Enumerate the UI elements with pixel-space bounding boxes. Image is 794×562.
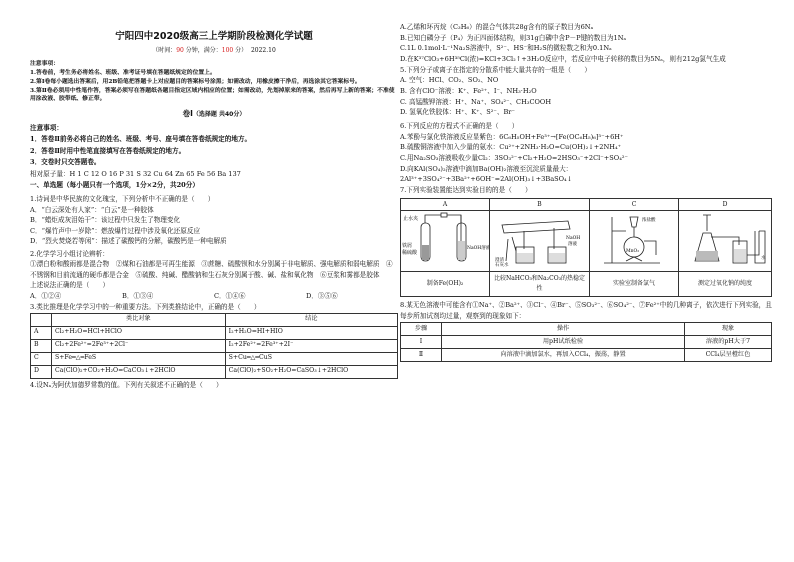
option: C. 高锰酸钾溶液：H⁺、Na⁺、SO₄²⁻、CH₃COOH: [400, 97, 552, 106]
apparatus-b-figure: [494, 211, 586, 267]
table-cell: Ca(ClO)₂+SO₂+H₂O=CaSO₃↓+2HClO: [225, 365, 397, 378]
table-header: 结论: [225, 313, 397, 326]
question-stem: 5.下列分子或离子在指定的分散系中能大量共存的一组是（ ）: [400, 65, 591, 74]
question-stem: 6.下列反应的方程式不正确的是（ ）: [400, 122, 519, 131]
option: B.已知白磷分子（P₄）为正四面体结构，则31g白磷中含P－P键的数目为1Nₐ: [400, 33, 627, 42]
table-cell: S+Cu═△═CuS: [225, 352, 397, 365]
notice2-block: [30, 123, 398, 192]
notice2-line: 3．交卷时只交答题卷。: [30, 158, 101, 167]
table-cell: D: [31, 365, 52, 378]
notice-heading: 注意事项：: [30, 61, 59, 68]
option: B．①③④: [122, 291, 154, 300]
question-7: [400, 185, 772, 297]
table-cell: Ca(ClO)₂+CO₂+H₂O=CaCO₃↓+2HClO: [52, 365, 226, 378]
table-cell: Cl₂+2Fe²⁺=2Fe³⁺+2Cl⁻: [52, 339, 226, 352]
option: D.向KAl(SO₄)₂溶液中滴加Ba(OH)₂溶液至沉淀质量最大：: [400, 164, 573, 173]
option: B．“蜡炬成灰泪始干”：该过程中只发生了物理变化: [30, 216, 181, 225]
table-header: A: [401, 198, 490, 211]
figure-label: NaOH: [565, 236, 580, 242]
table-cell: 用pH试纸检验: [442, 335, 685, 348]
figure-label: 铁屑: [402, 243, 413, 250]
figure-label: 止水夹: [403, 216, 419, 223]
question-stem: 2.化学学习小组讨论辨析：: [30, 249, 109, 258]
table-header-row: [401, 198, 772, 211]
option: D．“烈火焚烧若等闲”：描述了碳酸钙的分解，碳酸钙是一种电解质: [30, 237, 227, 246]
apparatus-d-figure: [679, 211, 771, 267]
section-heading: 卷Ⅰ（选择题 共40分）: [182, 108, 246, 118]
option: D.在K³⁷ClO₃+6H³⁵Cl(浓)=KCl+3Cl₂↑+3H₂O反应中，若反应中电子转移的数目为5Nₐ，则有212g氯气生成: [400, 55, 726, 64]
part-title: 一、单选题（每小题只有一个选项，1分×2分，共20分）: [30, 181, 199, 190]
option: A. 空气：HCl、CO₂、SO₂、NO: [400, 76, 499, 85]
option: D．③⑤⑥: [306, 291, 338, 300]
figure-label: MnO₂: [626, 249, 639, 255]
notice2-heading: 注意事项：: [30, 123, 63, 132]
question-2: [30, 249, 398, 302]
table-header-row: [31, 313, 398, 326]
table-row: [31, 339, 398, 352]
question-stem: 4.设Nₐ为阿伏加德罗常数的值。下列有关叙述不正确的是（ ）: [30, 380, 223, 389]
table-header: [31, 313, 52, 326]
table-header: 现象: [685, 322, 772, 335]
table-cell: Cl₂+H₂O=HCl+HClO: [52, 326, 226, 339]
caption: 实验室制备氯气: [590, 272, 679, 297]
option: C.用Na₂SO₃溶液吸收少量Cl₂：3SO₃²⁻+Cl₂+H₂O=2HSO₃⁻+2Cl⁻+SO₄²⁻: [400, 154, 628, 163]
table-header: 操作: [442, 322, 685, 335]
apparatus-d: [679, 211, 772, 272]
exam-subtitle: （时间：90 分钟，满分：100 分） 2022.10: [152, 46, 276, 54]
question-stem: 7.下列实验装置能达到实验目的的是（ ）: [400, 186, 532, 195]
table-header: D: [679, 198, 772, 211]
table-cell: S+Fe═△═FeS: [52, 352, 226, 365]
exam-date: 2022.10: [250, 46, 276, 54]
option: A.苯酚与氯化铁溶液反应显紫色：6C₆H₅OH+Fe³⁺→[Fe(OC₆H₅)₆]³⁻+6H⁺: [400, 132, 624, 141]
figure-label: NaOH溶液: [467, 246, 489, 252]
question-4-options: [400, 22, 772, 65]
caption: 制备Fe(OH)₂: [401, 272, 490, 297]
table-cell: C: [31, 352, 52, 365]
option: A.乙烯和环丙烷（C₃H₆）的混合气体共28g含有的原子数目为6Nₐ: [400, 23, 594, 31]
question-1: [30, 194, 398, 247]
option: D. 氢氧化铁胶体：H⁺、K⁺、S²⁻、Br⁻: [400, 108, 515, 117]
notice2-line: 1．答卷Ⅱ前务必将自己的姓名、班级、考号、座号填在答卷纸规定的地方。: [30, 135, 252, 144]
table-row: [31, 352, 398, 365]
figure-label: 稀硫酸: [402, 250, 418, 257]
figure-label: 石灰水: [494, 263, 508, 268]
notice-line: 1.答卷前，考生务必将姓名、班级、准考证号填在答题纸规定的位置上。: [30, 70, 216, 77]
notice-block: [30, 60, 398, 103]
option: A．“白云深处有人家”：“白云”是一种胶体: [30, 205, 154, 214]
question-stem: 3.类比推理是化学学习中的一种重要方法。下列类推结论中，正确的是（ ）: [30, 303, 261, 312]
table-row: [31, 326, 398, 339]
apparatus-a-figure: [401, 211, 489, 267]
option-continued: 2Al³⁺+3SO₄²⁻+3Ba²⁺+6OH⁻=2Al(OH)₃↓+3BaSO₄↓: [400, 175, 573, 184]
analogy-table: [30, 313, 398, 379]
figure-row: [401, 211, 772, 272]
table-cell: Ⅰ: [401, 335, 442, 348]
left-column: [30, 0, 398, 391]
table-header-row: [401, 322, 772, 335]
figure-label: 水: [761, 256, 766, 262]
caption-row: [401, 272, 772, 297]
table-cell: B: [31, 339, 52, 352]
option: A．①②④: [30, 291, 62, 300]
table-cell: A: [31, 326, 52, 339]
option: C.1L 0.1mol·L⁻¹Na₂S溶液中，S²⁻、HS⁻和H₂S的微粒数之和为0.1Nₐ: [400, 44, 612, 53]
question-3: [30, 303, 398, 379]
caption: 比较NaHCO₃和Na₂CO₃的热稳定性: [490, 272, 590, 297]
table-row: [401, 348, 772, 361]
question-8: [400, 300, 772, 361]
table-cell: CCl₄层呈橙红色: [685, 348, 772, 361]
table-header: C: [590, 198, 679, 211]
notice-line: 2.第Ⅰ卷每小题选出答案后，用2B铅笔把答题卡上对应题目的答案标号涂黑；如需改动，用橡皮擦干净后，再选涂其它答案标号。: [30, 78, 361, 85]
question-body: ①漂白粉和酸雨都是混合物 ②煤和石油都是可再生能源 ③蔗糖、硫酸钡和水分别属于非电解质、强电解质和弱电解质 ④不锈钢和目前流通的硬币都是合金 ⑤硫酸、纯碱、醋酸钠和生石灰分别属于酸、碱、盐和氧化物 ⑥豆浆和雾都是胶体: [30, 260, 393, 279]
figure-label: 澄清: [494, 258, 504, 264]
figure-label: 浓盐酸: [642, 218, 656, 224]
table-cell: 溶液的pH大于7: [685, 335, 772, 348]
table-row: [401, 335, 772, 348]
apparatus-b: [490, 211, 590, 272]
score-value: 100: [221, 46, 234, 54]
exam-title: 宁阳四中2020级高三上学期阶段检测化学试题: [115, 31, 313, 42]
question-ask: 上述说法正确的是（ ）: [30, 281, 110, 290]
apparatus-c: [590, 211, 679, 272]
table-cell: I₂+2Fe²⁺=2Fe³⁺+2I⁻: [225, 339, 397, 352]
steps-table: [400, 322, 772, 362]
question-6: [400, 121, 772, 185]
option: C．“爆竹声中一岁除”：燃放爆竹过程中涉及氧化还原反应: [30, 226, 201, 235]
option: C．①④⑥: [214, 291, 246, 300]
table-header: 步骤: [401, 322, 442, 335]
table-cell: I₂+H₂O=HI+HIO: [225, 326, 397, 339]
time-value: 90: [176, 46, 184, 54]
question-5: [400, 65, 772, 118]
table-cell: Ⅱ: [401, 348, 442, 361]
apparatus-a: [401, 211, 490, 272]
options-row: [30, 291, 398, 302]
option: B. 含有ClO⁻溶液：K⁺、Fe²⁺、I⁻、NH₃·H₂O: [400, 87, 537, 96]
option: B.硫酸铜溶液中加入少量的氨水：Cu²⁺+2NH₃·H₂O=Cu(OH)₂↓+2NH₄⁺: [400, 143, 622, 152]
atomic-masses: 相对原子量：H 1 C 12 O 16 P 31 S 32 Cu 64 Zn 65 Fe 56 Ba 137: [30, 169, 241, 178]
figure-label: 溶液: [567, 242, 577, 248]
notice-line: 3.第Ⅱ卷必须用中性笔作答，答案必须写在答题纸各题目指定区域内相应的位置；如需改动，先划掉原来的答案，然后再写上新的答案；不准使用涂改液、胶带纸、修正带。: [30, 87, 395, 103]
apparatus-c-figure: [590, 211, 678, 267]
question-stem: 8.某无色溶液中可能含有①Na⁺、②Ba²⁺、③Cl⁻、④Br⁻、⑤SO₃²⁻、⑥SO₄²⁻、⑦Fe²⁺中的几种离子，依次进行下列实验，且每步所加试剂均过量，观察到的现象如下：: [400, 301, 772, 320]
table-header: 类比对象: [52, 313, 226, 326]
notice2-line: 2．答卷Ⅱ时用中性笔直接填写在答卷纸规定的地方。: [30, 146, 186, 155]
question-4-stem: [30, 381, 398, 391]
right-column: [400, 22, 772, 362]
table-row: [31, 365, 398, 378]
caption: 测定过氧化钠的纯度: [679, 272, 772, 297]
table-cell: 向溶液中滴加氯水，再加入CCl₄，振荡，静置: [442, 348, 685, 361]
question-stem: 1.诗词是中华民族的文化瑰宝，下列分析中不正确的是（ ）: [30, 194, 215, 203]
apparatus-table: [400, 198, 772, 297]
table-header: B: [490, 198, 590, 211]
